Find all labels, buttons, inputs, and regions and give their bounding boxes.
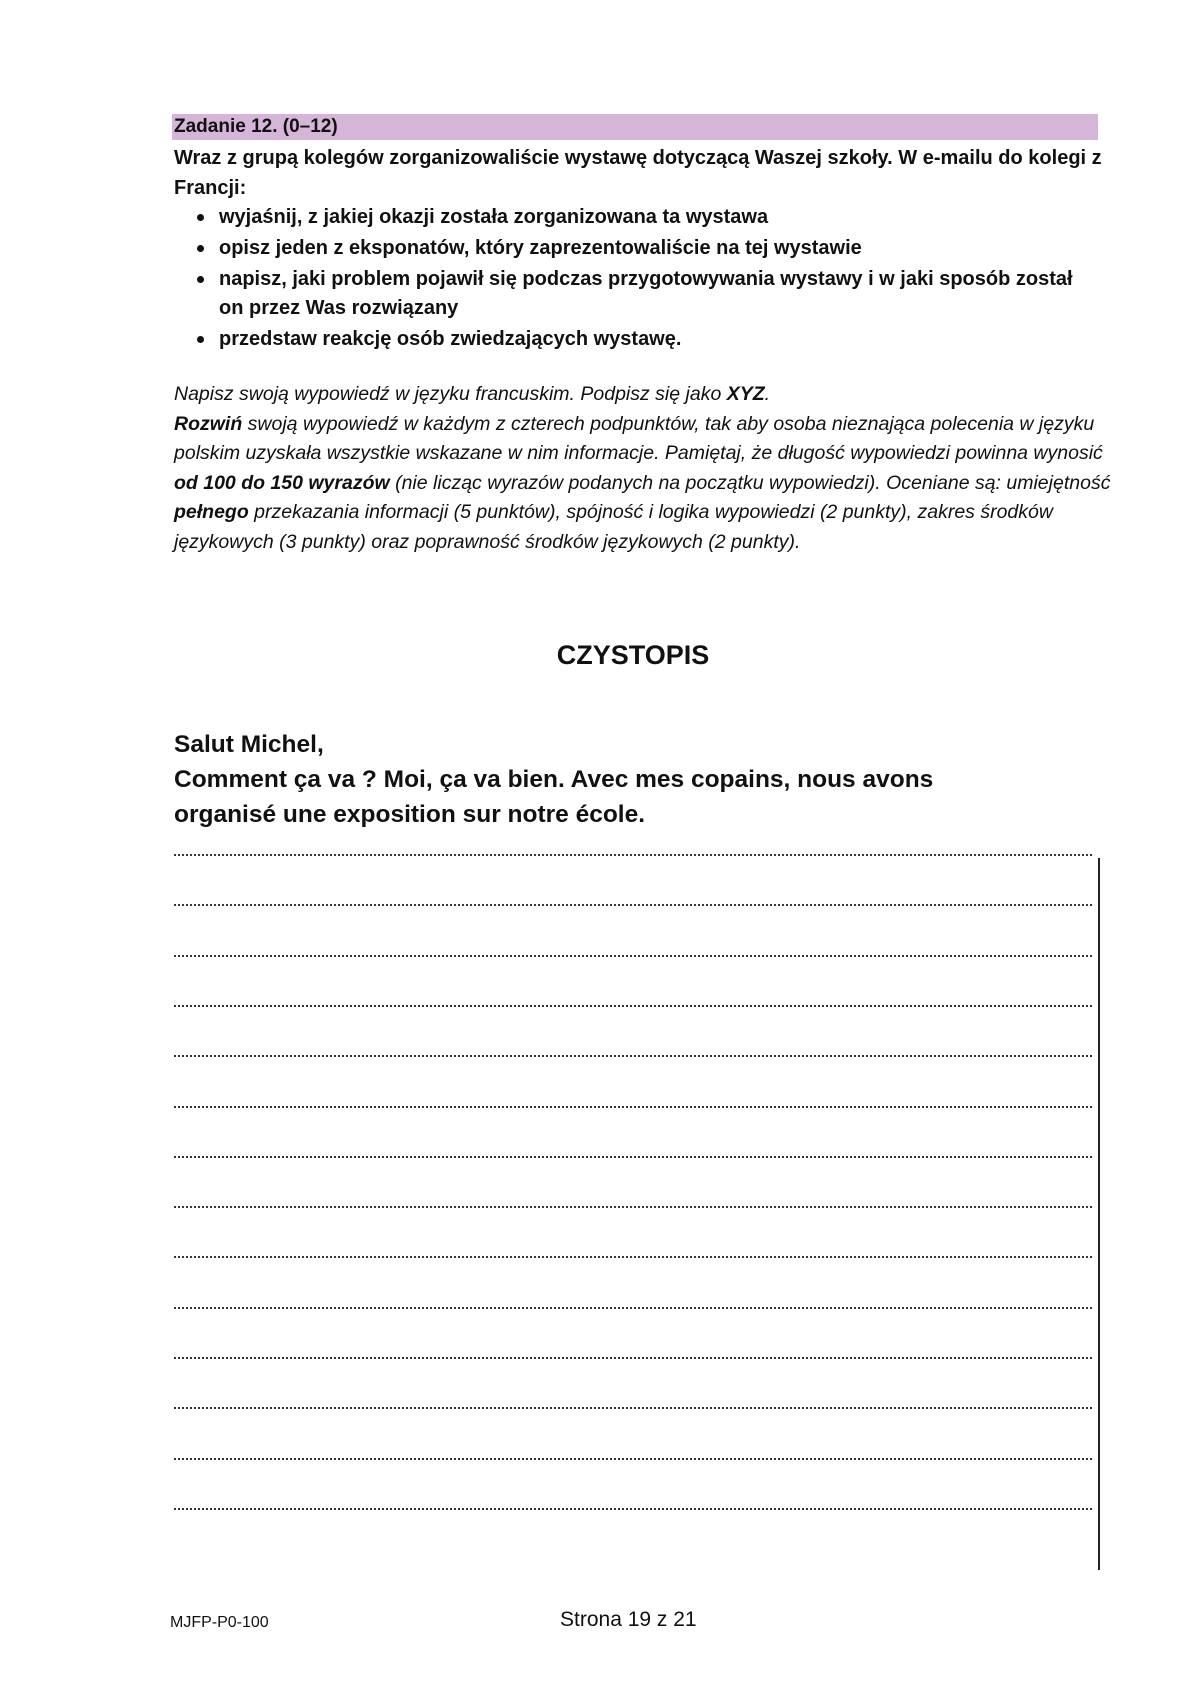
letter-line: Comment ça va ? Moi, ça va bien. Avec mes copains, nous avons [174, 766, 934, 793]
writing-line[interactable] [174, 1206, 1092, 1208]
task-bullet-list [196, 203, 1076, 356]
rules-signature-code: XYZ [726, 383, 765, 405]
margin-line [1098, 858, 1100, 1570]
rules-paragraph [174, 410, 1114, 558]
writing-line[interactable] [174, 1508, 1092, 1510]
writing-line[interactable] [174, 854, 1092, 856]
writing-line[interactable] [174, 904, 1092, 906]
writing-line[interactable] [174, 1407, 1092, 1409]
task-header: Zadanie 12. (0–12) [172, 114, 1098, 140]
rules-line-1-text: Napisz swoją wypowiedź w języku francuskim. Podpisz się jako [174, 383, 727, 405]
writing-line[interactable] [174, 1458, 1092, 1460]
letter-line: organisé une exposition sur notre école. [174, 801, 646, 828]
rules-rozwin-text: swoją wypowiedź w każdym z czterech podpunktów, tak aby osoba nieznająca polecenia w języku polskim uzyskała wszystkie wskazane w nim informacje. Pamiętaj, że długość wypowiedzi powinna wynosić [174, 412, 1103, 464]
task-bullet: napisz, jaki problem pojawił się podczas przygotowywania wystawy i w jaki sposób został on przez Was rozwiązany [196, 265, 1076, 323]
letter-greeting: Salut Michel, [174, 731, 324, 758]
writing-line[interactable] [174, 955, 1092, 957]
writing-line[interactable] [174, 1005, 1092, 1007]
task-rules [174, 380, 1114, 557]
task-instruction: Wraz z grupą kolegów zorganizowaliście wystawę dotyczącą Waszej szkoły. W e-mailu do kolegi z Francji: [174, 147, 1102, 199]
task-bullet: wyjaśnij, z jakiej okazji została zorganizowana ta wystawa [196, 203, 1076, 232]
rules-line-1 [174, 380, 1114, 410]
section-title: CZYSTOPIS [556, 640, 710, 670]
letter-start [174, 727, 1114, 832]
rules-length-text: (nie licząc wyrazów podanych na początku wypowiedzi). Oceniane są: umiejętność [389, 471, 1111, 494]
rules-scoring-text: przekazania informacji (5 punktów), spójność i logika wypowiedzi (2 punkty), zakres środków językowych (3 punkty) oraz poprawność środków językowych (2 punkty). [174, 501, 1053, 553]
task-bullet: przedstaw reakcję osób zwiedzających wystawę. [196, 325, 1076, 354]
rules-line-1-end: . [764, 383, 771, 405]
writing-line[interactable] [174, 1357, 1092, 1359]
rules-full: pełnego [174, 501, 249, 523]
task-bullet: opisz jeden z eksponatów, który zaprezentowaliście na tej wystawie [196, 234, 1076, 263]
writing-line[interactable] [174, 1156, 1092, 1158]
writing-line[interactable] [174, 1256, 1092, 1258]
rules-word-count: od 100 do 150 wyrazów [174, 471, 390, 494]
writing-line[interactable] [174, 1307, 1092, 1309]
footer-exam-code: MJFP-P0-100 [170, 1614, 269, 1631]
footer-page-number: Strona 19 z 21 [560, 1608, 697, 1631]
writing-line[interactable] [174, 1106, 1092, 1108]
writing-line[interactable] [174, 1055, 1092, 1057]
rules-rozwin: Rozwiń [174, 412, 243, 435]
answer-writing-area[interactable] [174, 850, 1092, 1570]
